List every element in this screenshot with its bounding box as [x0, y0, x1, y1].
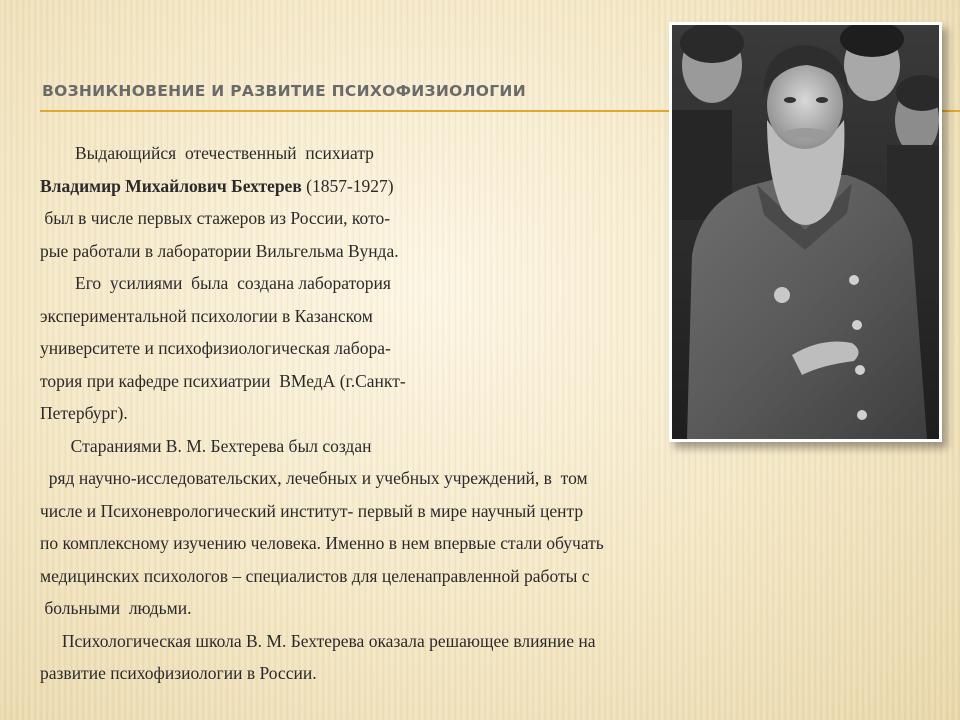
text-line: числе и Психоневрологический институт- первый в мире научный центр	[40, 500, 584, 521]
text-line: развитие психофизиологии в России.	[40, 663, 317, 683]
text-line: Стараниями В. М. Бехтерева был создан	[40, 435, 372, 456]
text-line: тория при кафедре психиатрии ВМедА (г.Санкт-	[40, 370, 406, 391]
text-line: Психологическая школа В. М. Бехтерева оказала решающее влияние на	[40, 630, 596, 651]
body-text	[40, 137, 820, 690]
text-line: был в числе первых стажеров из России, кото-	[40, 208, 391, 228]
text-line: Выдающийся отечественный психиатр	[40, 143, 374, 163]
text-line: по комплексному изучению человека. Именно в нем впервые стали обучать	[40, 533, 604, 553]
text-line: университете и психофизиологическая лабора-	[40, 338, 391, 358]
person-name: Владимир Михайлович Бехтерев	[40, 175, 302, 196]
text-line: Его усилиями была создана лаборатория	[40, 273, 391, 293]
slide-title: ВОЗНИКНОВЕНИЕ И РАЗВИТИЕ ПСИХОФИЗИОЛОГИИ	[42, 82, 526, 100]
text-line: ряд научно-исследовательских, лечебных и учебных учреждений, в том	[40, 468, 588, 488]
text-line: экспериментальной психологии в Казанском	[40, 305, 373, 326]
text-line: Петербург).	[40, 403, 128, 423]
text-line: больными людьми.	[40, 598, 192, 618]
text-line: Владимир Михайлович Бехтерев (1857-1927)	[40, 175, 394, 196]
text-line: рые работали в лаборатории Вильгельма Вунда.	[40, 240, 399, 261]
text-line: медицинских психологов – специалистов для целенаправленной работы с	[40, 565, 590, 586]
